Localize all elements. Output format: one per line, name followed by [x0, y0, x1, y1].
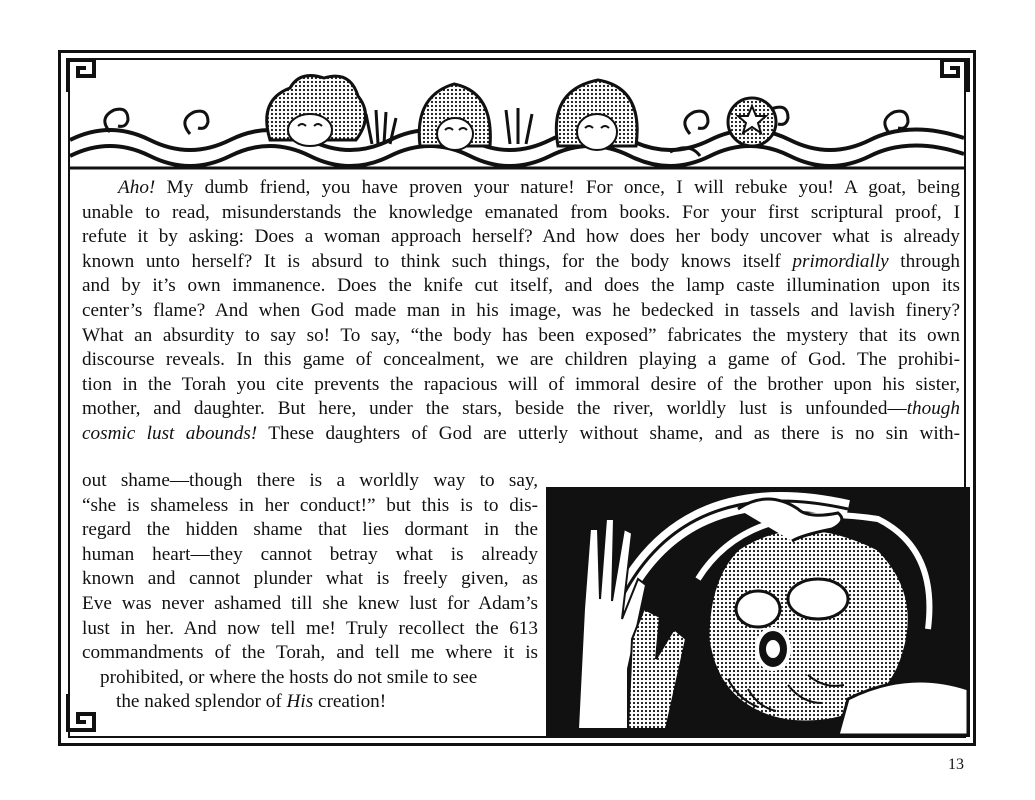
text-line: Eve was never ashamed till she knew lust for Adam’s	[82, 592, 538, 614]
paragraph-continuation	[82, 469, 538, 715]
pomegranate	[728, 98, 776, 146]
text-line: mother, and daughter. But here, under the stars, beside the river, worldly lust is unfounded—though	[82, 398, 960, 420]
text-line: discourse reveals. In this game of concealment, we are children playing a game of God. The prohibi-	[82, 349, 960, 371]
text-line: What an absurdity to say so! To say, “the body has been exposed” fabricates the mystery that its own	[82, 324, 960, 346]
text-line: and by it’s own immanence. Does the knife cut itself, and does the lamp caste illumination upon its	[82, 275, 960, 297]
text-line: cosmic lust abounds! These daughters of God are utterly without shame, and as there is no sin with-	[82, 422, 960, 444]
text-line: center’s flame? And when God made man in his image, was he bedecked in tassels and lavish finery?	[82, 299, 960, 321]
text-line: unable to read, misunderstands the knowledge emanated from books. For your first scriptural proof, I	[82, 201, 960, 223]
text-line: the naked splendor of His creation!	[116, 691, 387, 713]
text-line: out shame—though there is a worldly way to say,	[82, 470, 538, 491]
maiden-head-1	[267, 76, 366, 146]
text-line: Aho! My dumb friend, you have proven your nature! For once, I will rebuke you! A goat, being	[118, 177, 960, 198]
illustration-panel	[546, 487, 970, 737]
text-line: human heart—they cannot betray what is already	[82, 543, 538, 565]
page-number: 13	[948, 756, 964, 773]
maiden-head-2	[419, 84, 490, 150]
wave-frieze-illustration	[70, 60, 964, 172]
maiden-head-3	[556, 80, 637, 150]
text-line: “she is shameless in her conduct!” but this is to dis-	[82, 494, 538, 516]
text-line: tion in the Torah you cite prevents the rapacious will of immoral desire of the brother upon his sister,	[82, 373, 960, 395]
text-line: regard the hidden shame that lies dormant in the	[82, 519, 538, 541]
text-line: known unto herself? It is absurd to think such things, for the body knows itself primordially through	[82, 250, 960, 272]
text-line: prohibited, or where the hosts do not smile to see	[100, 666, 478, 688]
text-line: refute it by asking: Does a woman approach herself? And how does her body uncover what is already	[82, 226, 960, 248]
text-line: lust in her. And now tell me! Truly recollect the 613	[82, 617, 538, 639]
text-line: known and cannot plunder what is freely given, as	[82, 568, 538, 590]
paragraph-main	[82, 176, 960, 447]
bearded-man-illustration	[548, 489, 968, 735]
text-line: commandments of the Torah, and tell me where it is	[82, 642, 538, 664]
